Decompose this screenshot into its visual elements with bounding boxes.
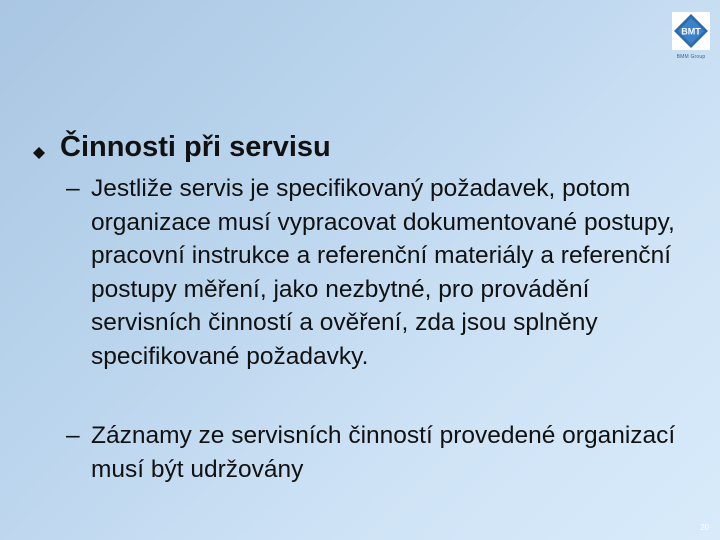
company-logo <box>672 12 710 64</box>
logo-diamond-icon <box>672 12 710 52</box>
slide-heading: Činnosti při servisu <box>60 131 331 163</box>
sub-bullet-1 <box>66 172 706 373</box>
sub-bullet-dash: – <box>66 422 80 449</box>
sub-bullet-dash: – <box>66 175 80 202</box>
diamond-bullet-icon <box>33 146 45 158</box>
page-number: 20 <box>700 523 709 532</box>
logo-text: BMT <box>681 26 701 37</box>
logo-caption: BMM Group <box>676 54 706 60</box>
sub-bullet-2 <box>66 419 706 486</box>
sub-bullet-text: Jestliže servis je specifikovaný požadavek, potom organizace musí vypracovat dokumentované postupy, pracovní instrukce a referenční materiály a referenční postupy měření, jako nezbytné, pro provádění servisních činností a ověření, zda jsou splněny specifikované požadavky. <box>91 175 675 370</box>
sub-bullet-text: Záznamy ze servisních činností provedené organizací musí být udržovány <box>91 422 676 483</box>
